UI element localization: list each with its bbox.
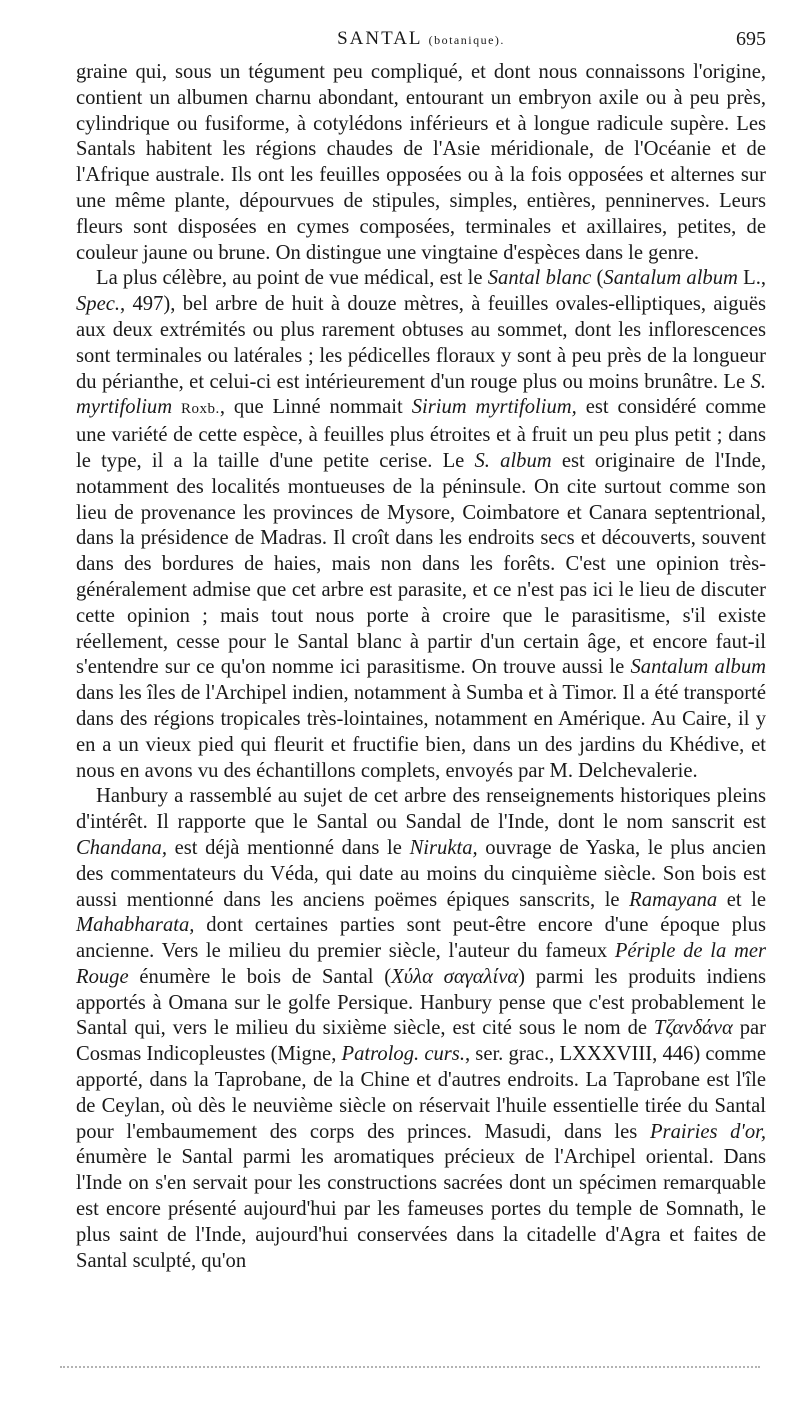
text-run: , ser. grac., LXXXVIII, 446) comme apporté, dans la Taprobane, de la Chine et d'autres endroits. La Taprobane est l'île de Ceylan, où dès le neuvième siècle on réservait l'huile essentielle tirée du Santal pour l'embaumement des corps des princes. Masudi, dans les	[76, 1043, 766, 1143]
text-run: dans les îles de l'Archipel indien, notamment à Sumba et à Timor. Il a été transporté dans des régions tropicales très-lointaines, notamment en Amérique. Au Caire, il y en a un vieux pied qui fleurit et fructifie bien, dans un des jardins du Khédive, et nous en avons vu des échantillons complets, envoyés par M. Delchevalerie.	[76, 682, 766, 782]
header-subtitle: (botanique).	[428, 33, 505, 47]
text-run: graine qui, sous un tégument peu compliqué, et dont nous connaissons l'origine, contient un albumen charnu abondant, entourant un embryon axile ou à peu près, cylindrique ou fusiforme, à cotylédons inférieurs et à longue radicule supère. Les Santals habitent les régions chaudes de l'Asie méridionale, de l'Océanie et de l'Afrique australe. Ils ont les feuilles opposées ou à la fois opposées et alternes sur une même plante, dépourvues de stipules, simples, entières, penninerves. Leurs fleurs sont disposées en cymes composées, terminales et axillaires, petites, de couleur jaune ou brune. On distingue une vingtaine d'espèces dans le genre.	[76, 61, 766, 264]
footer-dotted-rule	[60, 1366, 760, 1368]
text-run: énumère le bois de Santal (	[128, 965, 392, 988]
italic-text: Santalum album	[603, 267, 738, 290]
header-title: SANTAL	[337, 28, 422, 49]
italic-text: Τζανδάνα	[653, 1017, 733, 1040]
text-run: ouvrage de Yaska, le plus ancien des commentateurs du Véda, qui date au moins du cinquième siècle. Son bois est aussi mentionné dans les anciens poëmes épiques sanscrits, le	[76, 836, 766, 911]
italic-text: Chandana,	[76, 836, 167, 859]
page-number: 695	[736, 28, 766, 50]
italic-text: Χύλα σαγαλίνα	[391, 965, 519, 988]
text-run: par Cosmas Indicopleustes (Migne,	[76, 1017, 766, 1066]
italic-text: Prairies d'or,	[649, 1120, 767, 1143]
italic-text: Santal blanc	[487, 267, 592, 290]
italic-text: Mahabharata,	[76, 914, 195, 937]
text-run	[172, 396, 181, 418]
small-caps-text: Roxb.	[181, 401, 220, 418]
text-run: , que Linné nommait	[219, 396, 412, 419]
paragraph-santal-blanc	[76, 266, 766, 784]
text-run: Hanbury a rassemblé au sujet de cet arbre des renseignements historiques pleins d'intérêt. Il rapporte que le Santal ou Sandal de l'Inde, dont le nom sanscrit est	[76, 785, 766, 834]
text-run: est considéré comme une variété de cette espèce, à feuilles plus étroites et à fruit un peu plus petit ; dans le type, il a la taille d'une petite cerise. Le	[76, 396, 766, 472]
italic-text: Ramayana	[629, 888, 718, 911]
italic-text: Périple de la mer Rouge	[76, 940, 766, 988]
paragraph-continuation	[76, 60, 766, 266]
text-run: , 497), bel arbre de huit à douze mètres, à feuilles ovales-elliptiques, aiguës aux deux extrémités ou plus rarement obtuses au sommet, dont les inflorescences sont terminales ou latérales ; les pédicelles floraux y sont à peu près de la longueur du périanthe, et celui-ci est intérieurement d'un rouge plus ou moins brunâtre. Le	[76, 293, 766, 393]
italic-text: Santalum album	[630, 656, 767, 679]
text-run: L.,	[737, 267, 766, 290]
running-header	[76, 28, 766, 54]
text-run: (	[591, 267, 604, 290]
running-title	[76, 28, 766, 50]
body-text	[76, 60, 766, 1274]
italic-text: Patrolog. curs.	[341, 1043, 465, 1066]
italic-text: Spec.	[76, 293, 121, 316]
italic-text: Sirium myrtifolium,	[411, 396, 577, 419]
italic-text: Nirukta,	[409, 836, 478, 859]
text-run: énumère le Santal parmi les aromatiques précieux de l'Archipel oriental. Dans l'Inde on s'en servait pour les constructions sacrées dont un spécimen remarquable est encore présenté aujourd'hui par les fameuses portes du temple de Somnath, le plus saint de l'Inde, aujourd'hui conservées dans la citadelle d'Agra et faites de Santal sculpté, qu'on	[76, 1146, 766, 1272]
paragraph-hanbury-history	[76, 784, 766, 1274]
italic-text: S. myrtifolium	[76, 370, 766, 419]
text-run: ) parmi les produits indiens apportés à Omana sur le golfe Persique. Hanbury pense que c'est probablement le Santal qui, vers le milieu du sixième siècle, est cité sous le nom de	[76, 965, 766, 1040]
text-run: dont certaines parties sont peut-être encore d'une époque plus ancienne. Vers le milieu du premier siècle, l'auteur du fameux	[76, 914, 766, 963]
text-run: est originaire de l'Inde, notamment des localités montueuses de la péninsule. On cite surtout comme son lieu de provenance les provinces de Mysore, Coimbatore et Canara septentrional, dans la présidence de Madras. Il croît dans les endroits secs et découverts, souvent dans des bordures de haies, mais non dans les forêts. C'est une opinion très-généralement admise que cet arbre est parasite, et ce n'est pas ici le lieu de discuter cette opinion ; mais tout nous porte à croire que le parasitisme, s'il existe réellement, cesse pour le Santal blanc à partir d'un certain âge, et encore faut-il s'entendre sur ce qu'on nomme ici parasitisme. On trouve aussi le	[76, 449, 766, 679]
italic-text: S. album	[474, 449, 552, 472]
text-run: La plus célèbre, au point de vue médical, est le	[96, 267, 488, 290]
text-run: est déjà mentionné dans le	[166, 836, 410, 859]
text-run: et le	[717, 888, 766, 911]
